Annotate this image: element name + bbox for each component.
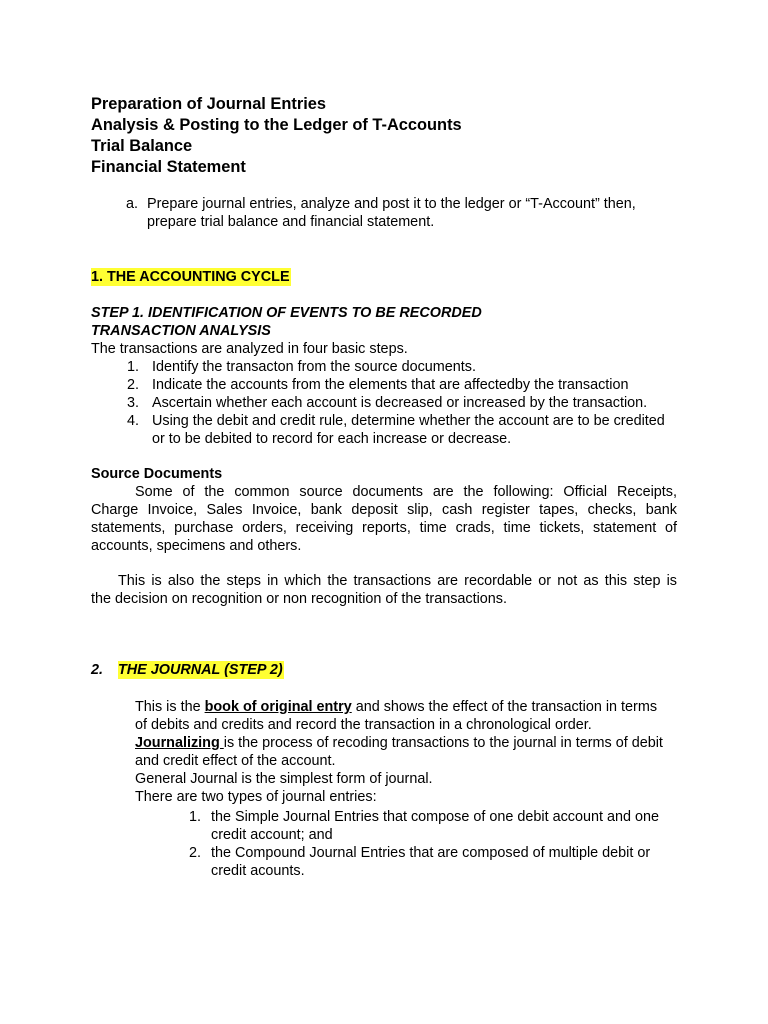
title-line-1: Preparation of Journal Entries <box>91 95 326 113</box>
instruction-marker: a. <box>126 196 139 212</box>
journal-type-text: the Simple Journal Entries that compose of one debit account and one <box>211 809 659 825</box>
recognition-text: the decision on recognition or non recognition of the transactions. <box>91 591 507 607</box>
section-heading-accounting-cycle: 1. THE ACCOUNTING CYCLE <box>91 269 290 285</box>
title-line-2: Analysis & Posting to the Ledger of T-Accounts <box>91 116 462 134</box>
step-text: Using the debit and credit rule, determine whether the account are to be credited <box>152 413 665 429</box>
term-journalizing: Journalizing <box>135 735 224 751</box>
step-number: 3. <box>127 395 140 411</box>
journal-paragraph-2-line-2: and credit effect of the account. <box>135 753 336 769</box>
journal-paragraph-1-line-2: of debits and credits and record the transaction in a chronological order. <box>135 717 592 733</box>
step-number: 2. <box>127 377 140 393</box>
journal-type-number: 2. <box>189 845 202 861</box>
journal-type-text: the Compound Journal Entries that are composed of multiple debit or <box>211 845 651 861</box>
title-line-3: Trial Balance <box>91 137 193 155</box>
step-text: Indicate the accounts from the elements that are affectedby the transaction <box>152 377 629 393</box>
source-documents-text: Charge Invoice, Sales Invoice, bank deposit slip, cash register tapes, checks, bank <box>91 502 677 518</box>
journal-p1-rest: and shows the effect of the transaction in terms <box>351 699 658 715</box>
journal-paragraph-1 <box>135 698 657 716</box>
source-documents-text: Some of the common source documents are the following: Official Receipts, <box>135 484 677 500</box>
journal-paragraph-3: General Journal is the simplest form of journal. <box>135 771 433 787</box>
instruction-line-2: prepare trial balance and financial statement. <box>147 214 435 230</box>
recognition-text: This is also the steps in which the transactions are recordable or not as this step is <box>118 573 677 589</box>
instruction-line-1: Prepare journal entries, analyze and post it to the ledger or “T-Account” then, <box>147 196 636 212</box>
journal-paragraph-2 <box>135 734 663 752</box>
section-heading-journal: THE JOURNAL (STEP 2) <box>118 662 283 678</box>
journal-paragraph-4: There are two types of journal entries: <box>135 789 377 805</box>
step-text: Identify the transacton from the source documents. <box>152 359 476 375</box>
step-text: Ascertain whether each account is decreased or increased by the transaction. <box>152 395 648 411</box>
step-number: 1. <box>127 359 140 375</box>
transaction-analysis-heading: TRANSACTION ANALYSIS <box>91 323 271 339</box>
section-2-number: 2. <box>91 662 104 678</box>
source-documents-text: accounts, specimens and others. <box>91 538 302 554</box>
journal-type-text-continued: credit acounts. <box>211 863 305 879</box>
step-1-heading: STEP 1. IDENTIFICATION OF EVENTS TO BE RECORDED <box>91 305 482 321</box>
term-book-of-original-entry: book of original entry <box>204 699 352 715</box>
journal-type-text-continued: credit account; and <box>211 827 333 843</box>
source-documents-heading: Source Documents <box>91 466 223 482</box>
analysis-intro: The transactions are analyzed in four basic steps. <box>91 341 408 357</box>
journal-p1-prefix: This is the <box>135 699 205 715</box>
step-number: 4. <box>127 413 140 429</box>
journal-type-number: 1. <box>189 809 202 825</box>
source-documents-text: statements, purchase orders, receiving reports, time crads, time tickets, statement of <box>91 520 677 536</box>
journal-p2-rest: is the process of recoding transactions to the journal in terms of debit <box>223 735 663 751</box>
title-line-4: Financial Statement <box>91 158 246 176</box>
step-text-continued: or to be debited to record for each increase or decrease. <box>152 431 512 447</box>
